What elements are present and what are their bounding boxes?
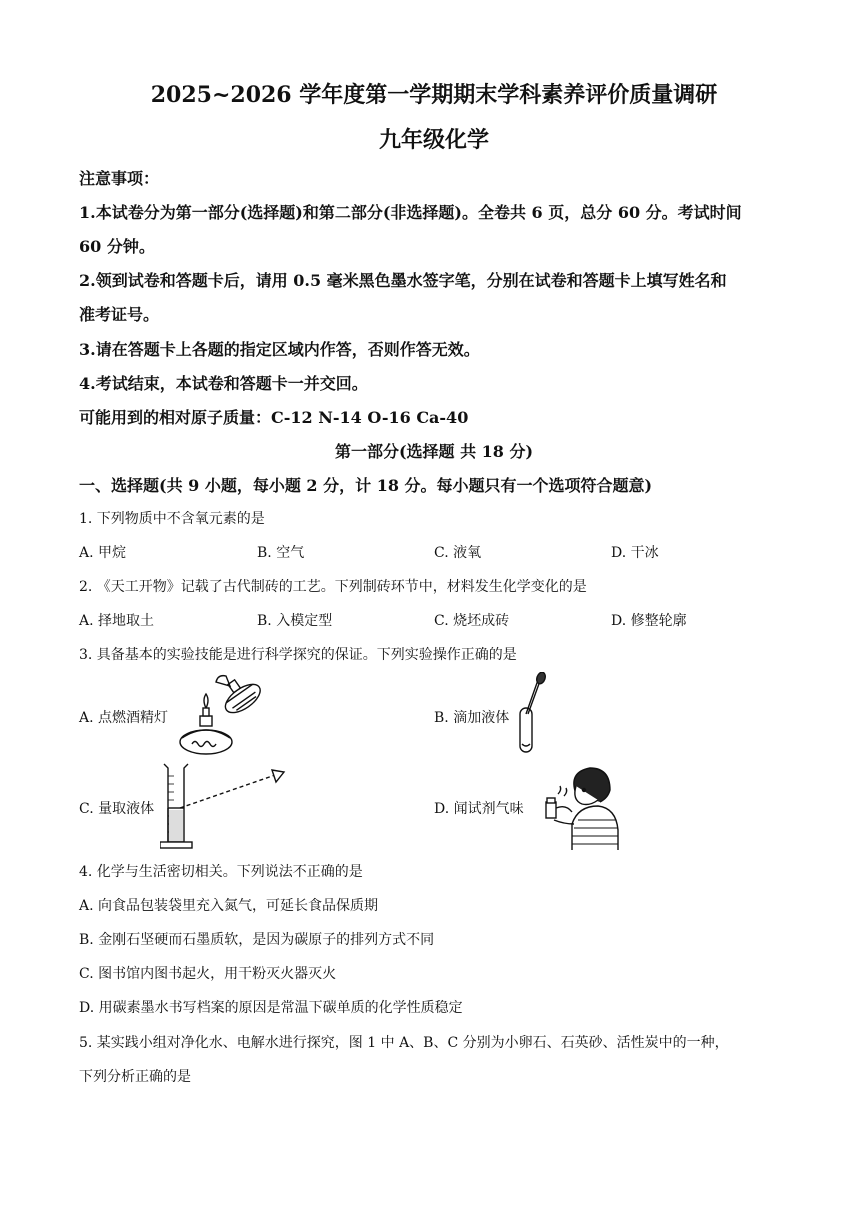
q4-option-b: B. 金刚石坚硬而石墨质软，是因为碳原子的排列方式不同 xyxy=(79,932,435,948)
notes-heading: 注意事项： xyxy=(79,169,160,188)
q4-option-d: D. 用碳素墨水书写档案的原因是常温下碳单质的化学性质稳定 xyxy=(79,1000,463,1016)
dropper-test-tube-illustration xyxy=(512,672,552,758)
q3-option-b: B. 滴加液体 xyxy=(434,710,510,726)
smelling-reagent-illustration xyxy=(538,764,620,850)
q3-option-d: D. 闻试剂气味 xyxy=(434,801,524,817)
q1-option-d: D. 干冰 xyxy=(611,545,659,561)
q5-stem-line-2: 下列分析正确的是 xyxy=(79,1069,191,1085)
q4-option-c: C. 图书馆内图书起火，用干粉灭火器灭火 xyxy=(79,966,337,982)
q1-option-c: C. 液氧 xyxy=(434,545,482,561)
q2-option-d: D. 修整轮廓 xyxy=(611,613,687,629)
note-2-line-2: 准考证号。 xyxy=(79,305,160,324)
exam-title: 2025~2026 学年度第一学期期末学科素养评价质量调研 xyxy=(150,82,718,108)
note-4: 4.考试结束，本试卷和答题卡一并交回。 xyxy=(79,374,368,393)
q2-stem: 2. 《天工开物》记载了古代制砖的工艺。下列制砖环节中，材料发生化学变化的是 xyxy=(79,579,587,595)
note-2-line-1: 2.领到试卷和答题卡后，请用 0.5 毫米黑色墨水签字笔，分别在试卷和答题卡上填写姓名和 xyxy=(79,271,727,290)
q1-option-a: A. 甲烷 xyxy=(79,545,127,561)
q3-option-a: A. 点燃酒精灯 xyxy=(79,710,169,726)
note-1-line-1: 1.本试卷分为第一部分(选择题)和第二部分(非选择题)。全卷共 6 页，总分 60 分。考试时间 xyxy=(79,203,742,222)
q2-option-c: C. 烧坯成砖 xyxy=(434,613,510,629)
graduated-cylinder-illustration xyxy=(160,762,288,852)
q2-option-b: B. 入模定型 xyxy=(257,613,333,629)
q1-stem: 1. 下列物质中不含氧元素的是 xyxy=(79,511,265,527)
part1-heading: 第一部分(选择题 共 18 分) xyxy=(334,442,534,461)
atomic-masses: 可能用到的相对原子质量：C-12 N-14 O-16 Ca-40 xyxy=(79,408,469,427)
q4-stem: 4. 化学与生活密切相关。下列说法不正确的是 xyxy=(79,864,363,880)
q5-stem-line-1: 5. 某实践小组对净化水、电解水进行探究，图 1 中 A、B、C 分别为小卵石、石英砂、活性炭中的一种， xyxy=(79,1035,729,1051)
exam-subtitle: 九年级化学 xyxy=(378,127,489,153)
q3-stem: 3. 具备基本的实验技能是进行科学探究的保证。下列实验操作正确的是 xyxy=(79,647,517,663)
section-heading: 一、选择题(共 9 小题，每小题 2 分，计 18 分。每小题只有一个选项符合题意) xyxy=(79,476,653,495)
q3-option-c: C. 量取液体 xyxy=(79,801,155,817)
q2-option-a: A. 择地取土 xyxy=(79,613,155,629)
q4-option-a: A. 向食品包装袋里充入氮气，可延长食品保质期 xyxy=(79,898,379,914)
note-3: 3.请在答题卡上各题的指定区域内作答，否则作答无效。 xyxy=(79,340,480,359)
alcohol-lamp-illustration xyxy=(178,672,270,758)
q1-option-b: B. 空气 xyxy=(257,545,305,561)
note-1-line-2: 60 分钟。 xyxy=(79,237,155,256)
